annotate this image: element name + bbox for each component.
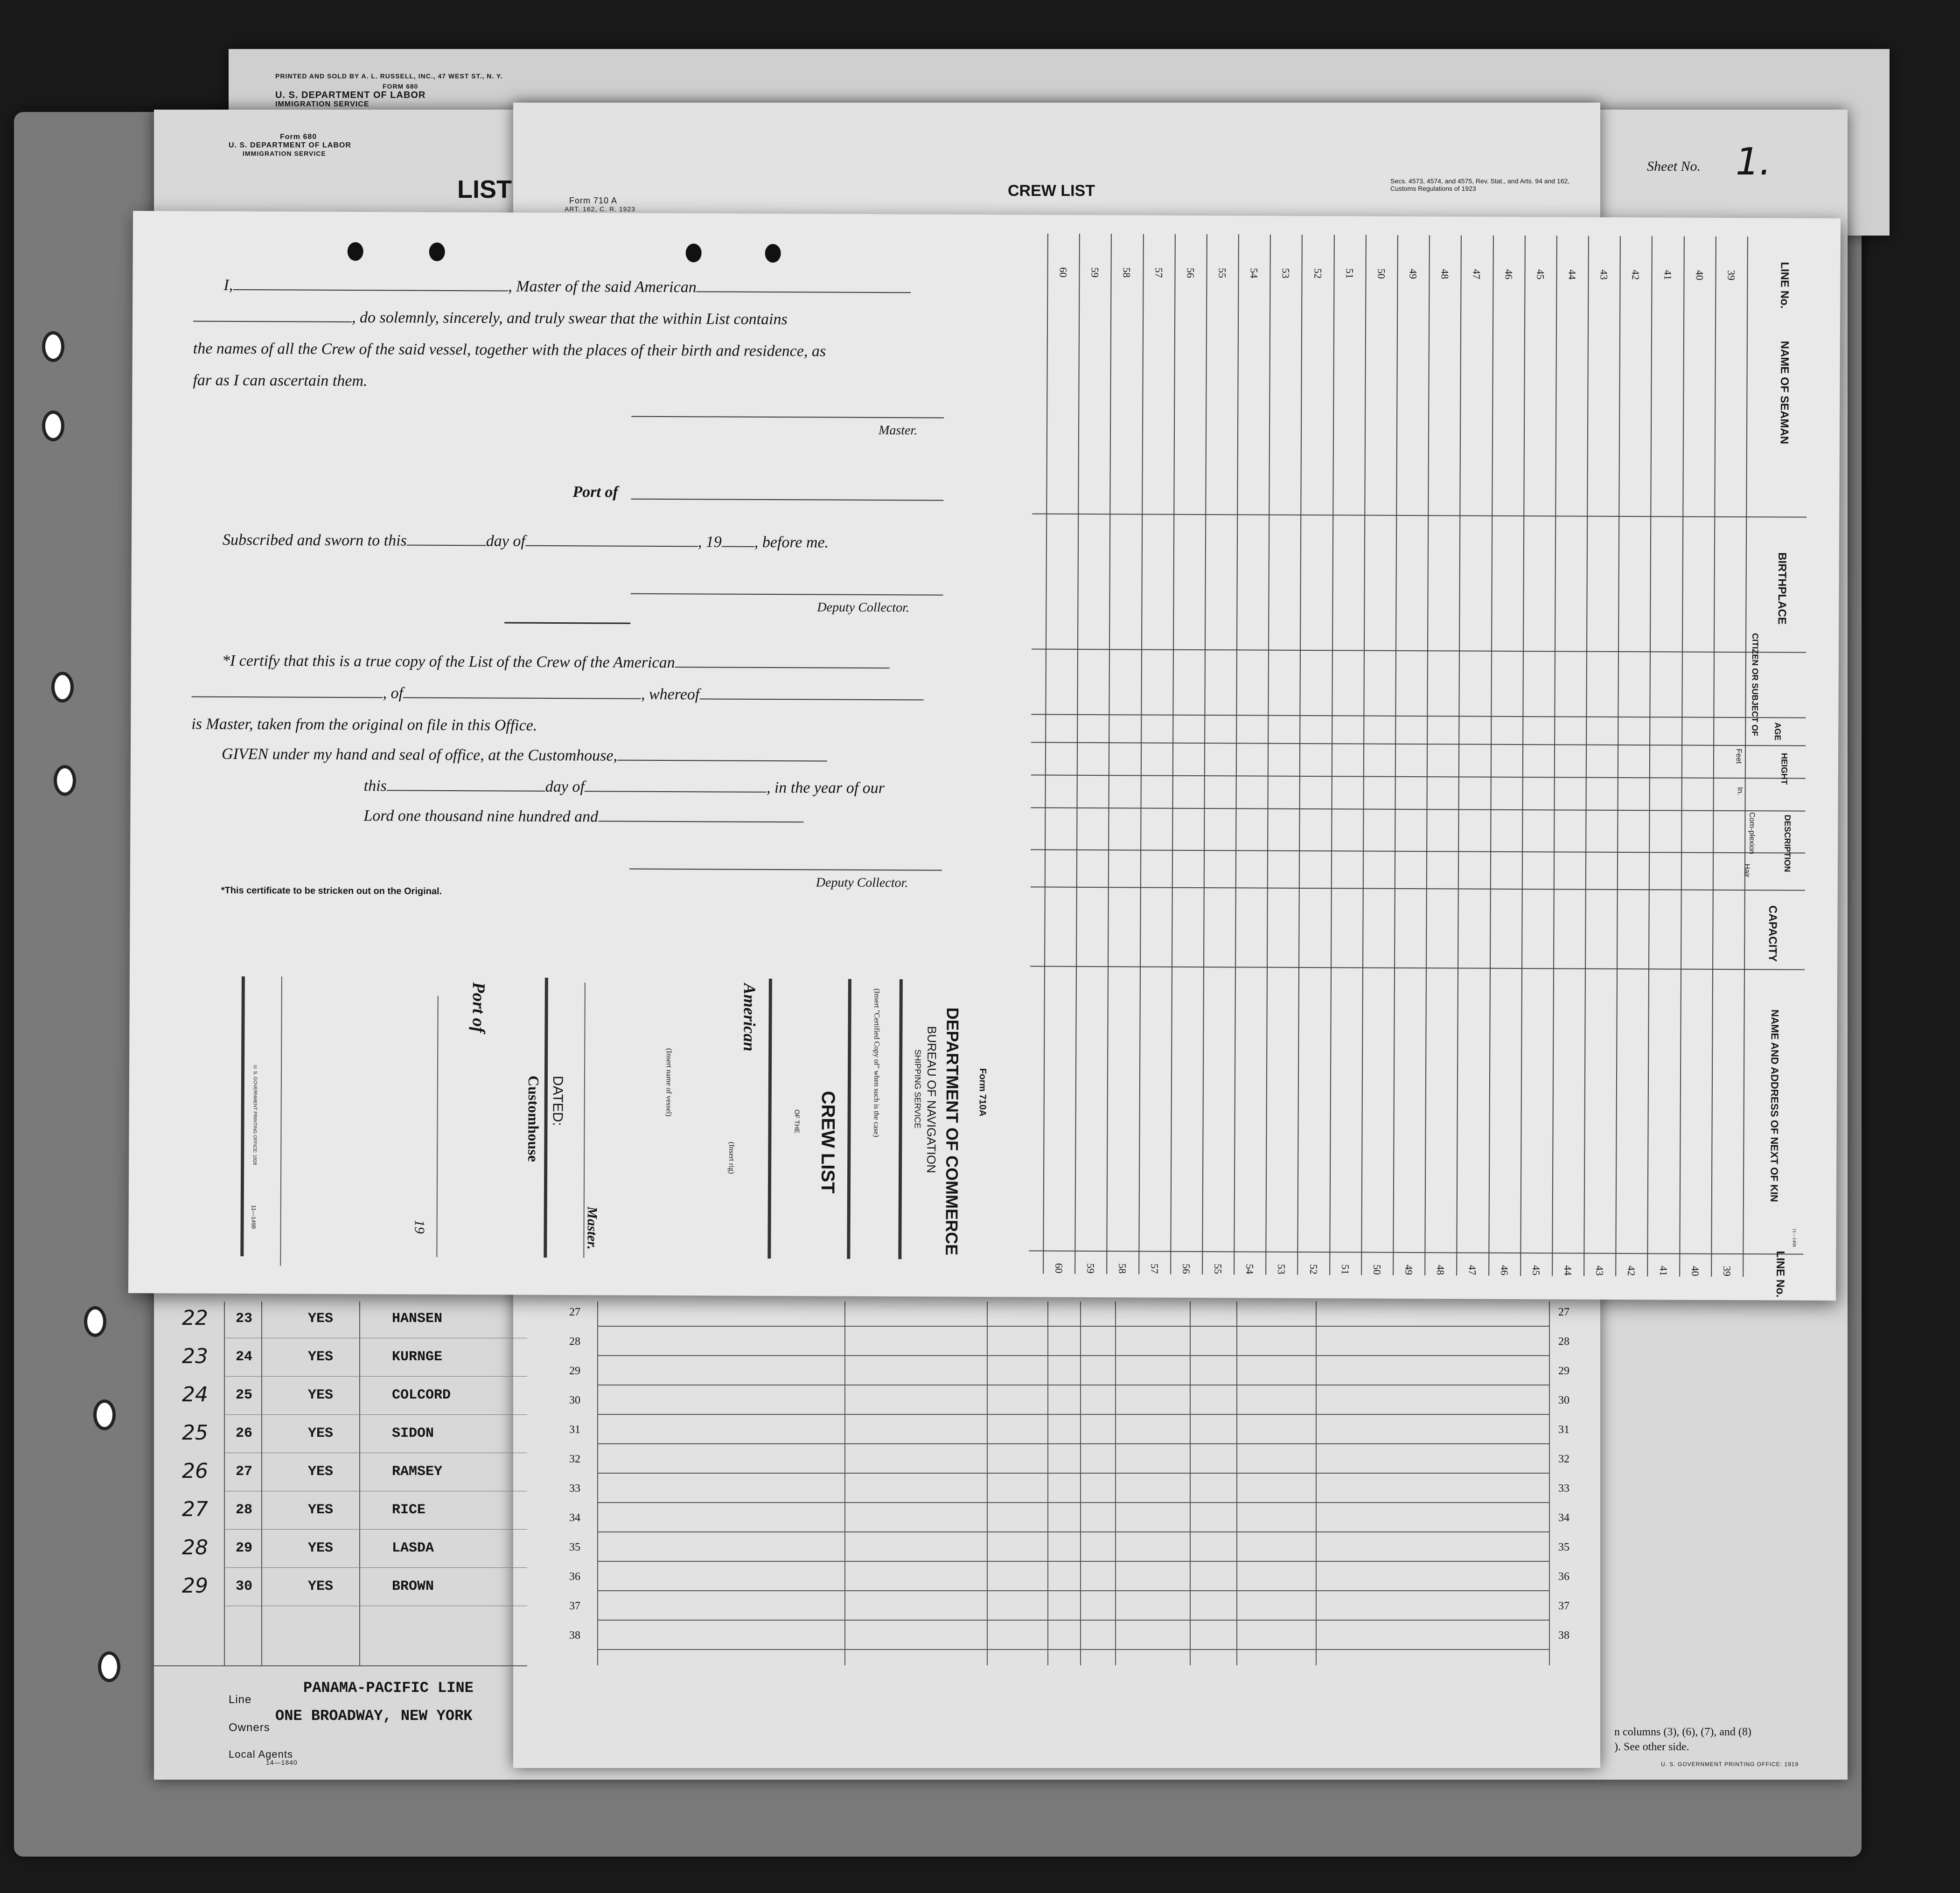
line-number-top: 44 (1566, 269, 1578, 280)
header-line-no-bottom: LINE No. (1773, 1251, 1787, 1298)
row-answer: YES (308, 1502, 334, 1518)
header-feet: Feet (1734, 749, 1743, 764)
header-line-no-top: LINE No. (1778, 262, 1791, 309)
line-number-bottom: 46 (1498, 1265, 1510, 1275)
line-number-bottom: 48 (1435, 1265, 1447, 1275)
day-of-text-2: day of (545, 778, 585, 796)
line-number-bottom: 44 (1562, 1265, 1574, 1276)
right-line-number: 33 (1558, 1482, 1569, 1495)
row-answer: YES (308, 1349, 334, 1365)
grid-column-rule (1202, 234, 1207, 1274)
right-line-number: 29 (1558, 1365, 1569, 1377)
seaman-name: BROWN (392, 1579, 434, 1594)
right-line-number: 28 (1558, 1336, 1569, 1348)
agents-code: 14—1840 (266, 1759, 298, 1766)
line-number-top: 45 (1535, 269, 1547, 280)
given-line (222, 745, 827, 766)
handwritten-row-number: 28 (182, 1536, 208, 1559)
form-number: Form 710 A (569, 196, 618, 205)
grid-column-rule (1361, 235, 1367, 1275)
cover-dated: DATED: (550, 1075, 565, 1126)
header-birthplace: BIRTHPLACE (1775, 552, 1789, 625)
this-text: this (363, 777, 387, 795)
certify-text: *I certify that this is a true copy of the List of the Crew of the American (222, 652, 675, 672)
left-line-number: 35 (569, 1541, 580, 1553)
whereof-text: , whereof (641, 685, 700, 703)
row-answer: YES (308, 1426, 334, 1441)
grid-column-rule (1297, 235, 1303, 1275)
oath-line-1 (223, 277, 911, 297)
grid-column-rule (1583, 236, 1589, 1276)
grid-column-rule (1393, 235, 1398, 1275)
deputy-collector-label-1: Deputy Collector. (817, 600, 909, 615)
row-number: 30 (236, 1579, 253, 1594)
line-number-bottom: 57 (1148, 1263, 1160, 1274)
line-number-top: 43 (1598, 269, 1610, 280)
line-number-top: 54 (1248, 268, 1260, 278)
oath-line-4: far as I can ascertain them. (193, 371, 368, 390)
grid-column-rule (1138, 234, 1144, 1274)
right-line-number: 27 (1558, 1306, 1569, 1318)
cover-port-of: Port of (468, 982, 488, 1033)
this-day-line (364, 777, 885, 797)
left-line-number: 29 (569, 1365, 580, 1377)
grid-column-rule (1074, 234, 1080, 1274)
before-me-text: , before me. (754, 533, 829, 551)
line-number-bottom: 58 (1116, 1263, 1129, 1274)
header-next-of-kin: NAME AND ADDRESS OF NEXT OF KIN (1768, 1009, 1781, 1202)
row-number: 27 (236, 1464, 253, 1480)
oath-i: I, (223, 276, 233, 294)
instruction-note-1: n columns (3), (6), (7), and (8) (1614, 1726, 1751, 1738)
cover-of-the: OF THE (793, 1109, 801, 1134)
cover-insert-rig: (Insert rig) (727, 1141, 736, 1174)
cover-code: 11—1498 (250, 1205, 257, 1229)
port-of-label (572, 483, 618, 501)
line-number-bottom: 59 (1085, 1263, 1097, 1274)
line-number-top: 56 (1185, 267, 1197, 278)
cover-department: DEPARTMENT OF COMMERCE (942, 1007, 963, 1256)
line-number-top: 55 (1216, 268, 1228, 278)
cover-form-number: Form 710A (977, 1068, 988, 1117)
line-number-top: 40 (1694, 270, 1706, 280)
department: U. S. DEPARTMENT OF LABOR (229, 141, 351, 149)
oath-line-2 (193, 308, 788, 329)
header-name-of-seaman: NAME OF SEAMAN (1778, 341, 1791, 445)
cover-customhouse: Customhouse (525, 1075, 542, 1162)
grid-column-rule (1615, 236, 1621, 1276)
grid-column-rule (1488, 236, 1494, 1276)
certify-line (222, 652, 890, 673)
right-line-number: 36 (1558, 1571, 1569, 1583)
crew-grid (1029, 233, 1808, 1298)
line-number-bottom: 51 (1339, 1264, 1351, 1275)
middle-crew-list (527, 1301, 1610, 1665)
punch-hole (348, 242, 363, 261)
left-line-number: 38 (569, 1629, 580, 1642)
header-hair: Hair (1743, 863, 1751, 877)
printing-office-note: U. S. GOVERNMENT PRINTING OFFICE: 1919 (1661, 1761, 1799, 1768)
binder-hole (54, 765, 76, 796)
line-value: PANAMA-PACIFIC LINE (303, 1679, 474, 1697)
port-of-text: Port of (572, 483, 618, 501)
line-number-top: 42 (1630, 270, 1642, 280)
handwritten-row-number: 22 (182, 1306, 208, 1330)
grid-column-rule (1424, 235, 1430, 1275)
grid-column-rule (1234, 234, 1239, 1274)
grid-column-rule (1043, 234, 1048, 1274)
line-number-bottom: 47 (1466, 1265, 1479, 1275)
service: IMMIGRATION SERVICE (275, 100, 370, 108)
line-number-bottom: 42 (1625, 1266, 1638, 1276)
line-number-bottom: 50 (1371, 1264, 1383, 1275)
article: ART. 162, C. R. 1923 (565, 205, 636, 213)
left-line-number: 34 (569, 1512, 580, 1524)
handwritten-row-number: 27 (182, 1497, 208, 1521)
right-line-number: 37 (1558, 1600, 1569, 1612)
line-number-top: 57 (1153, 267, 1165, 278)
year-text: , in the year of our (766, 779, 885, 797)
line-number-top: 53 (1280, 268, 1292, 278)
line-number-top: 51 (1344, 268, 1356, 279)
row-number: 28 (236, 1502, 253, 1518)
row-number: 23 (236, 1311, 253, 1327)
header-citizen: CITIZEN OR SUBJECT OF (1750, 633, 1760, 737)
seaman-name: LASDA (392, 1540, 434, 1556)
header-description: DESCRIPTION (1782, 814, 1793, 872)
oath-swear: , do solemnly, sincerely, and truly swear that the within List contains (352, 309, 788, 328)
row-number: 29 (236, 1540, 253, 1556)
header-capacity: CAPACITY (1766, 905, 1779, 962)
line-number-bottom: 56 (1180, 1263, 1193, 1274)
grid-column-rule (1679, 237, 1685, 1277)
line-number-bottom: 53 (1276, 1264, 1288, 1274)
cover-american: American (740, 983, 759, 1051)
seaman-name: KURNGE (392, 1349, 443, 1365)
left-line-number: 33 (569, 1482, 580, 1495)
subscribed-line (223, 531, 829, 552)
binder-hole (51, 672, 74, 703)
crew-list-title: CREW LIST (1008, 182, 1095, 200)
handwritten-row-number: 29 (182, 1574, 208, 1598)
header-inches: In. (1736, 787, 1744, 796)
seaman-name: SIDON (392, 1426, 434, 1441)
line-number-bottom: 54 (1244, 1264, 1256, 1274)
cover-nineteen: 19 (412, 1219, 427, 1234)
line-number-bottom: 52 (1307, 1264, 1319, 1275)
left-line-number: 32 (569, 1453, 580, 1465)
department: U. S. DEPARTMENT OF LABOR (275, 90, 426, 100)
line-number-bottom: 49 (1403, 1264, 1415, 1275)
crew-list-form-front (128, 211, 1841, 1301)
binder-hole (42, 411, 64, 441)
right-line-number: 35 (1558, 1541, 1569, 1553)
left-line-number: 36 (569, 1571, 580, 1583)
service: IMMIGRATION SERVICE (243, 150, 326, 157)
line-number-top: 41 (1661, 270, 1674, 280)
row-answer: YES (308, 1464, 334, 1480)
line-number-top: 60 (1057, 267, 1069, 278)
left-line-number: 28 (569, 1336, 580, 1348)
left-line-number: 27 (569, 1306, 580, 1318)
left-line-number: 30 (569, 1394, 580, 1406)
line-number-bottom: 41 (1657, 1266, 1669, 1276)
row-number: 24 (236, 1349, 253, 1365)
owners-label: Owners (229, 1721, 270, 1734)
handwritten-row-number: 23 (182, 1344, 208, 1368)
handwritten-row-number: 26 (182, 1459, 208, 1483)
right-line-number: 34 (1558, 1512, 1569, 1524)
cover-printing-office: U. S. GOVERNMENT PRINTING OFFICE: 1928 (252, 1065, 258, 1165)
line-number-bottom: 43 (1594, 1265, 1606, 1276)
lord-text: Lord one thousand nine hundred and (363, 807, 599, 826)
grid-column-rule (1711, 237, 1716, 1277)
line-number-bottom: 45 (1530, 1265, 1542, 1276)
local-agents-label: Local Agents (229, 1748, 293, 1760)
binder-hole (93, 1399, 116, 1430)
right-line-number: 30 (1558, 1394, 1569, 1406)
day-of-text: day of (486, 532, 525, 550)
grid-column-rule (1107, 234, 1112, 1274)
grid-column-rule (1329, 235, 1335, 1275)
handwritten-row-number: 25 (182, 1421, 208, 1445)
line-label: Line (229, 1693, 252, 1706)
grid-column-rule (1743, 237, 1748, 1277)
grid-column-rule (1265, 235, 1271, 1275)
cover-title: CREW LIST (817, 1091, 838, 1194)
punch-hole (686, 244, 702, 262)
grid-column-rule (1552, 236, 1557, 1276)
binder-hole (84, 1306, 106, 1337)
row-number: 26 (236, 1426, 253, 1441)
right-line-number: 31 (1558, 1424, 1569, 1436)
row-number: 25 (236, 1387, 253, 1403)
given-text: GIVEN under my hand and seal of office, at the Customhouse, (221, 745, 618, 765)
header-height: HEIGHT (1779, 752, 1789, 785)
line-number-top: 50 (1375, 268, 1388, 279)
right-line-number: 38 (1558, 1629, 1569, 1642)
footnote: *This certificate to be stricken out on the Original. (221, 885, 442, 897)
line-number-top: 59 (1089, 267, 1101, 278)
seaman-name: HANSEN (392, 1311, 443, 1327)
printer-line: PRINTED AND SOLD BY A. L. RUSSELL, INC., 47 WEST ST., N. Y. (275, 72, 503, 80)
oath-line-3: the names of all the Crew of the said vessel, together with the places of their birth and residence, as (193, 340, 826, 360)
line-number-top: 39 (1725, 270, 1737, 281)
punch-hole (765, 244, 781, 263)
seaman-name: RAMSEY (392, 1464, 443, 1480)
line-number-bottom: 60 (1053, 1263, 1065, 1274)
line-number-bottom: 55 (1212, 1264, 1224, 1274)
cover-service: SHIPPING SERVICE (913, 1049, 923, 1129)
sheet-number: 1. (1736, 140, 1772, 183)
subscribed-text: Subscribed and sworn to this (222, 531, 407, 550)
left-line-number: 37 (569, 1600, 580, 1612)
grid-column-rule (1170, 234, 1176, 1274)
row-answer: YES (308, 1540, 334, 1556)
line-number-bottom: 40 (1689, 1266, 1701, 1276)
line-number-top: 58 (1121, 267, 1133, 278)
cover-insert-copy: (Insert "Certified Copy of" when such is the case) (872, 988, 881, 1137)
seaman-name: RICE (392, 1502, 426, 1518)
owners-value: ONE BROADWAY, NEW YORK (275, 1707, 473, 1725)
certify-line-3: is Master, taken from the original on file in this Office. (191, 715, 537, 734)
master-signature-label: Master. (878, 423, 918, 438)
grid-code: 11—1498 (1791, 1228, 1797, 1247)
cover-insert-name: (Insert name of vessel) (664, 1048, 673, 1117)
form-number: Form 680 (280, 133, 317, 141)
lord-line (363, 807, 803, 827)
list-title: LIST (457, 175, 512, 203)
of-text: , of (383, 684, 404, 702)
grid-column-rule (1520, 236, 1526, 1276)
line-number-top: 49 (1407, 268, 1419, 279)
right-line-number: 32 (1558, 1453, 1569, 1465)
lower-crew-list (154, 1301, 527, 1768)
certify-line-2 (191, 684, 923, 705)
left-line-number: 31 (569, 1424, 580, 1436)
line-number-top: 46 (1503, 269, 1515, 279)
header-complexion: Com-plexion (1748, 812, 1756, 855)
binder-hole (42, 331, 64, 362)
grid-column-rule (1647, 236, 1653, 1276)
oath-master-of: , Master of the said American (508, 278, 697, 296)
grid-column-rule (1457, 235, 1462, 1275)
row-answer: YES (308, 1579, 334, 1594)
binder-hole (98, 1651, 120, 1682)
deputy-collector-label-2: Deputy Collector. (816, 875, 908, 891)
statute-reference: Secs. 4573, 4574, and 4575, Rev. Stat., and Arts. 94 and 162, Customs Regulations of 1923 (1390, 177, 1570, 192)
handwritten-row-number: 24 (182, 1383, 208, 1406)
row-answer: YES (308, 1311, 334, 1327)
instruction-note-2: ). See other side. (1614, 1741, 1689, 1753)
punch-hole (429, 243, 445, 261)
sheet-label: Sheet No. (1647, 159, 1701, 174)
cover-bureau: BUREAU OF NAVIGATION (924, 1026, 939, 1173)
row-answer: YES (308, 1387, 334, 1403)
header-age: AGE (1773, 722, 1783, 741)
seaman-name: COLCORD (392, 1387, 451, 1403)
line-number-top: 47 (1471, 269, 1483, 279)
line-number-top: 52 (1312, 268, 1324, 279)
cover-master: Master. (584, 1206, 600, 1250)
line-number-top: 48 (1439, 269, 1451, 279)
form-number: FORM 680 (383, 83, 419, 90)
nineteen-text: , 19 (698, 533, 722, 551)
line-number-bottom: 39 (1721, 1266, 1733, 1277)
